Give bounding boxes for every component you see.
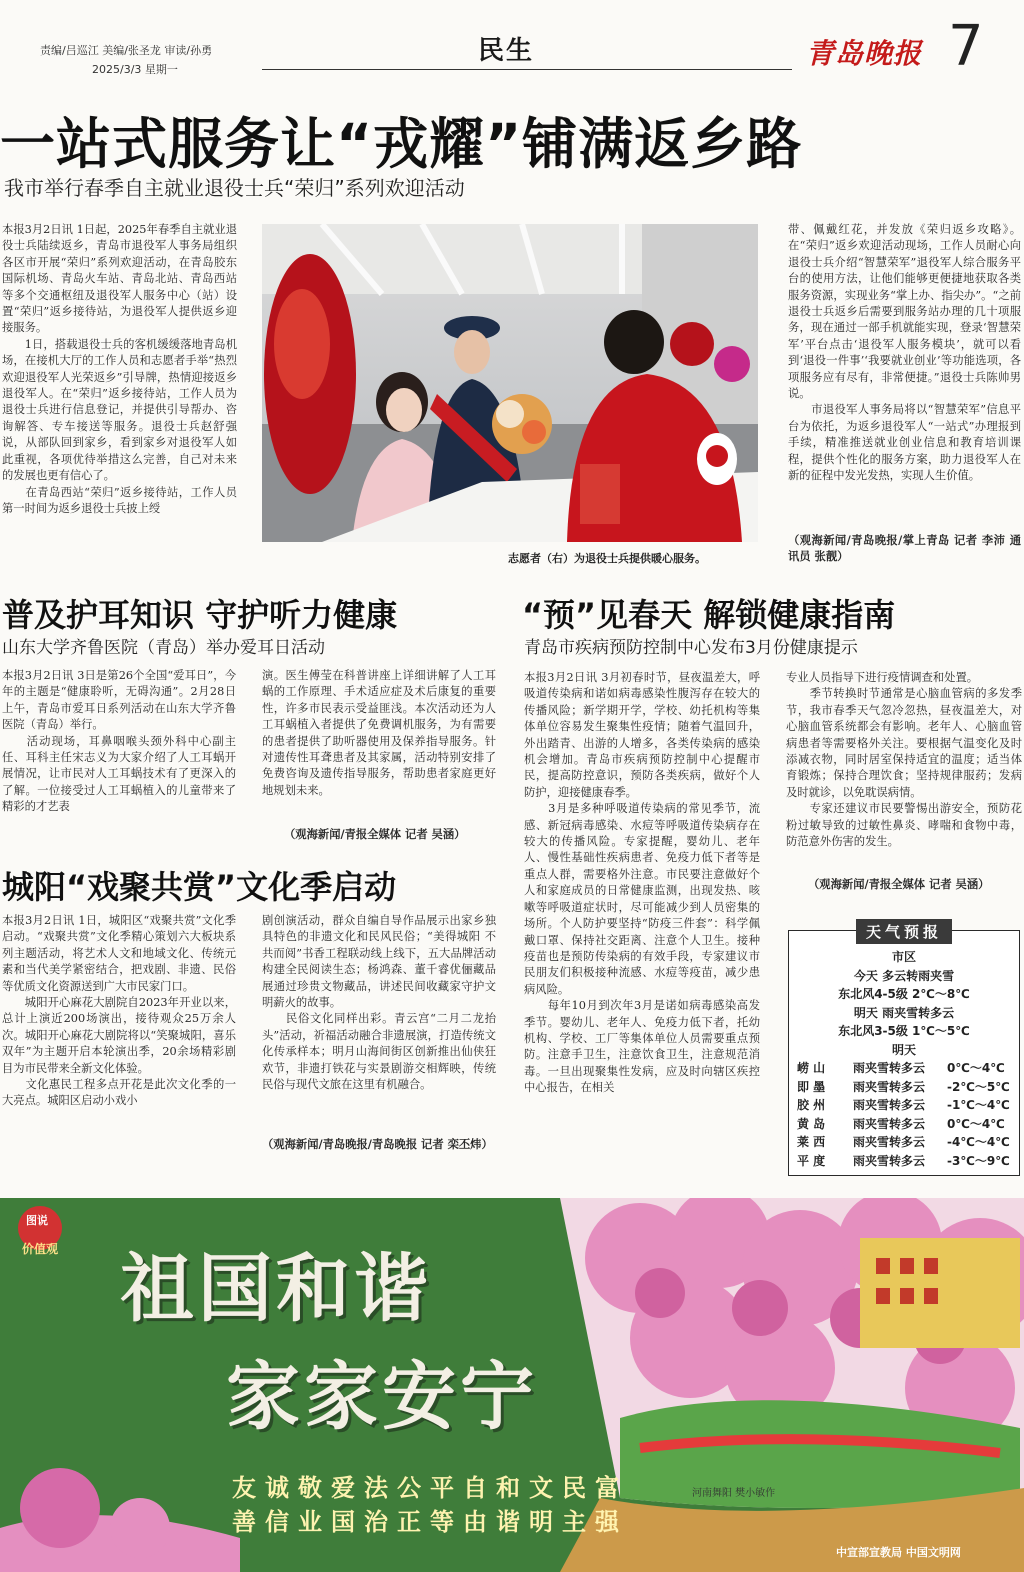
weather-district-cond: 雨夹雪转多云 (853, 1079, 926, 1094)
weather-district-row (789, 1078, 1019, 1097)
opera-byline: （观海新闻/青岛晚报/青岛晚报 记者 栾丕炜） (262, 1138, 493, 1151)
weather-district-place: 胶 州 (797, 1098, 826, 1112)
banner-line-2: 家家安宁 (226, 1354, 538, 1440)
ear-body-2: 演。医生傅莹在科普讲座上详细讲解了人工耳蜗的工作原理、手术适应症及术后康复的重要性，许多市民表示受益匪浅。本次活动还为人工耳蜗植入者提供了免费调机服务，为有需要的患者提供了助听器使用及保养指导服务。针对遗传性耳聋患者及其家属，活动特别安排了免费咨询及遗传指导服务，帮助患者家庭更好地规划未来。 (262, 669, 496, 797)
weather-district-cond: 雨夹雪转多云 (853, 1153, 926, 1168)
weather-district-place: 莱 西 (797, 1135, 826, 1149)
photo-illustration (262, 224, 758, 542)
weather-district-row (789, 1096, 1019, 1115)
health-byline: （观海新闻/青报全媒体 记者 吴涵） (808, 878, 990, 891)
health-body-1: 本报3月2日讯 3月初春时节，昼夜温差大，呼吸道传染病和诺如病毒感染性腹泻存在较大的传播风险；新学期开学，学校、幼托机构等集体单位容易发生聚集性疫情；随着气温回升，外出踏青、出游的人增多，各类传染病的感染机会增加。青岛市疾病预防控制中心提醒市民，提高防控意识，预防各类疾病，做好个人防护，迎接健康春季。 3月是多种呼吸道传染病的常见季节，流感、新冠病毒感染、水痘等呼吸道传染病存在较大的传播风险。专家提醒，婴幼儿、老年人、慢性基础性疾病患者、免疫力低下者等是重点人群，需要格外注意。市民要注意做好个人和家庭成员的日常健康监测，出现发热、咳嗽等呼吸道症状时，尽可能减少到人员密集的场所。个人防护要坚持“防疫三件套”：科学佩戴口罩、保持社交距离、注意个人卫生。接种疫苗也是预防传染病的有效手段，专家建议市民朋友们积极接种流感、水痘等疫苗，减少患病风险。 每年10月到次年3月是诺如病毒感染高发季节。婴幼儿、老年人、免疫力低下者，托幼机构、学校、工厂等集体单位人员需要重点预防。注意手卫生，注意饮食卫生，注意规范消毒。一旦出现聚集性发病，应及时向辖区疾控中心报告，在相关 (524, 671, 760, 1095)
weather-district-cond: 雨夹雪转多云 (853, 1098, 926, 1112)
opera-headline: 城阳“戏聚共赏”文化季启动 (2, 868, 397, 906)
ear-body-1: 本报3月2日讯 3日是第26个全国“爱耳日”，今年的主题是“健康聆听，无碍沟通”。2月28日上午，青岛市爱耳日系列活动在山东大学齐鲁医院（青岛）举行。 活动现场，耳鼻咽喉头颈外科中心副主任、耳科主任宋志义为大家介绍了人工耳蜗开展情况，让市民对人工耳蜗技术有了更深入的了解。一位接受过人工耳蜗植入的儿童带来了精彩的才艺表 (2, 669, 236, 814)
weather-today-wind: 东北风4-5级 2℃～8℃ (838, 987, 970, 1001)
lead-subheadline: 我市举行春季自主就业退役士兵“荣归”系列欢迎活动 (4, 176, 465, 200)
weather-district-temp: -2℃～5℃ (947, 1079, 1010, 1094)
weather-district-list (789, 1059, 1019, 1170)
weather-today: 今天 多云转雨夹雪 (853, 968, 955, 983)
banner-artist: 河南舞阳 樊小敏作 (692, 1488, 776, 1499)
ear-subheadline: 山东大学齐鲁医院（青岛）举办爱耳日活动 (2, 638, 325, 658)
lead-headline: 一站式服务让“戎耀”铺满返乡路 (0, 112, 803, 176)
opera-body-2: 剧创演活动，群众自编自导作品展示出家乡独具特色的非遗文化和民风民俗；“美得城阳 不共而阅”书香工程联动线上线下，五大品牌活动构建全民阅读生态；杨鸿森、董千睿优俪藏品展通过珍贵文物藏品，讲述民间收藏家守护文明薪火的故事。 民俗文化同样出彩。青云宫“二月二龙抬头”活动，祈福活动融合非遗展演，打造传统文化传承样本；明月山海间街区创新推出仙侠狂欢节，非遗打铁花与实景剧游交相辉映，传统民俗与现代文旅在这里有机融合。 (262, 914, 496, 1092)
weather-title: 天气预报 (856, 919, 952, 944)
weather-district-temp: -4℃～4℃ (947, 1135, 1010, 1149)
paper-name: 青岛晚报 (806, 37, 923, 70)
weather-city-label: 市区 (891, 950, 916, 964)
ear-byline: （观海新闻/青报全媒体 记者 吴涵） (284, 828, 466, 841)
values-banner (0, 1198, 1024, 1572)
editors-credit: 责编/吕巡江 美编/张圣龙 审读/孙勇 (40, 44, 213, 57)
weather-district-place: 平 度 (797, 1153, 826, 1168)
banner-line-1: 祖国和谐 (120, 1246, 432, 1332)
banner-credit: 中宣部宣教局 中国文明网 (836, 1546, 961, 1559)
weather-tomorrow-wind: 东北风3-5级 1℃～5℃ (838, 1024, 970, 1038)
lead-photo (262, 224, 758, 542)
weather-district-row (789, 1133, 1019, 1152)
lead-byline: （观海新闻/青岛晚报/掌上青岛 记者 李沛 通讯员 张靓） (788, 534, 1021, 564)
page-number: 7 (948, 14, 984, 79)
weather-district-cond: 雨夹雪转多云 (853, 1061, 926, 1075)
weather-district-temp: 0℃～4℃ (947, 1061, 1005, 1075)
weather-district-cond: 雨夹雪转多云 (853, 1135, 926, 1149)
weather-district-temp: -3℃～9℃ (947, 1153, 1010, 1168)
header-rule (262, 69, 792, 70)
banner-values-row-2: 善信业国治正等由谐明主强 (232, 1507, 628, 1536)
section-title: 民生 (478, 36, 535, 66)
weather-district-place: 崂 山 (797, 1061, 826, 1075)
banner-badge-bottom: 价值观 (22, 1242, 59, 1256)
weather-district-cond: 雨夹雪转多云 (853, 1116, 926, 1131)
weather-district-row (789, 1059, 1019, 1078)
issue-date: 2025/3/3 星期一 (92, 63, 178, 76)
opera-body-1: 本报3月2日讯 1日，城阳区“戏聚共赏”文化季启动。“戏聚共赏”文化季精心策划六大板块系列主题活动，将艺术人文和地域文化、传统元素和当代美学紧密结合，把戏剧、非遗、民俗等优质文化资源送到广大市民家门口。 城阳开心麻花大剧院自2023年开业以来，总计上演近200场演出，接待观众25万余人次。城阳开心麻花大剧院将以“笑聚城阳，喜乐双年”为主题开启本轮演出季，20余场精彩剧目为市民带来全新文化体验。 文化惠民工程多点开花是此次文化季的一大亮点。城阳区启动小戏小 (2, 914, 236, 1108)
weather-district-temp: 0℃～4℃ (947, 1116, 1005, 1131)
banner-badge-top: 图说 (26, 1214, 48, 1227)
banner-values-row-1: 友诚敬爱法公平自和文民富 (232, 1473, 628, 1502)
weather-district-row (789, 1115, 1019, 1134)
health-body-2: 专业人员指导下进行疫情调查和处置。 季节转换时节通常是心脑血管病的多发季节，我市春季天气忽冷忽热，昼夜温差大，对心脑血管系统都会有影响。老年人、心脑血管病患者等需要格外关注。要根据气温变化及时添减衣物，同时居室保持适宜的温度；适当体育锻炼；保持合理饮食；坚持规律服药；发病及时就诊，以免耽误病情。 专家还建议市民要警惕出游安全，预防花粉过敏导致的过敏性鼻炎、哮喘和食物中毒，防范意外伤害的发生。 (786, 671, 1022, 849)
weather-district-place: 黄 岛 (797, 1116, 826, 1131)
weather-district-temp: -1℃～4℃ (947, 1098, 1010, 1112)
ear-headline: 普及护耳知识 守护听力健康 (2, 596, 398, 634)
weather-district-place: 即 墨 (797, 1079, 826, 1094)
lead-body-left: 本报3月2日讯 1日起，2025年春季自主就业退役士兵陆续返乡，青岛市退役军人事务局组织各区市开展“荣归”系列欢迎活动，在青岛胶东国际机场、青岛火车站、青岛北站、青岛西站等多个交通枢纽及退役军人服务中心（站）设置“荣归”返乡接待站，为退役军人提供返乡迎接服务。 1日，搭载退役士兵的客机缓缓落地青岛机场，在接机大厅的工作人员和志愿者手举“热烈欢迎退役军人光荣返乡”引导牌，热情迎接返乡退役军人。在“荣归”返乡接待站，工作人员为退役士兵进行信息登记，并提供引导帮办、咨询解答、专车接送等服务。退役士兵赵舒强说，从部队回到家乡，看到家乡对退役军人如此重视，各项优待举措这么完善，自己对未来的发展也更有信心了。 在青岛西站“荣归”返乡接待站，工作人员第一时间为返乡退役士兵披上绶 (2, 223, 237, 515)
weather-tomorrow-label: 明天 (891, 1042, 916, 1057)
weather-forecast-box (788, 923, 1020, 1176)
health-headline: “预”见春天 解锁健康指南 (522, 596, 896, 634)
health-subheadline: 青岛市疾病预防控制中心发布3月份健康提示 (524, 638, 858, 658)
photo-caption: 志愿者（右）为退役士兵提供暖心服务。 (508, 552, 706, 565)
lead-body-right: 带、佩戴红花，并发放《荣归返乡攻略》。在“荣归”返乡欢迎活动现场，工作人员耐心向退役士兵介绍“智慧荣军”退役军人综合服务平台的使用方法，让他们能够更便捷地获取各类服务资源，实现业务“掌上办、指尖办”。“之前退役士兵返乡后需要到服务站办理的几十项服务，现在通过一部手机就能实现，登录‘智慧荣军’平台点击‘退役军人服务模块’，就可以看到‘退役一件事’‘我要就业创业’等功能选项，各项服务应有尽有，非常便捷。”退役士兵陈帅男说。 市退役军人事务局将以“智慧荣军”信息平台为依托，为返乡退役军人“一站式”办理报到手续，精准推送就业创业信息和教育培训课程，提供个性化的服务方案，助力退役军人在新的征程中发光发热，实现人生价值。 (788, 223, 1021, 483)
weather-tomorrow: 明天 雨夹雪转多云 (853, 1005, 955, 1020)
weather-district-row (789, 1152, 1019, 1171)
